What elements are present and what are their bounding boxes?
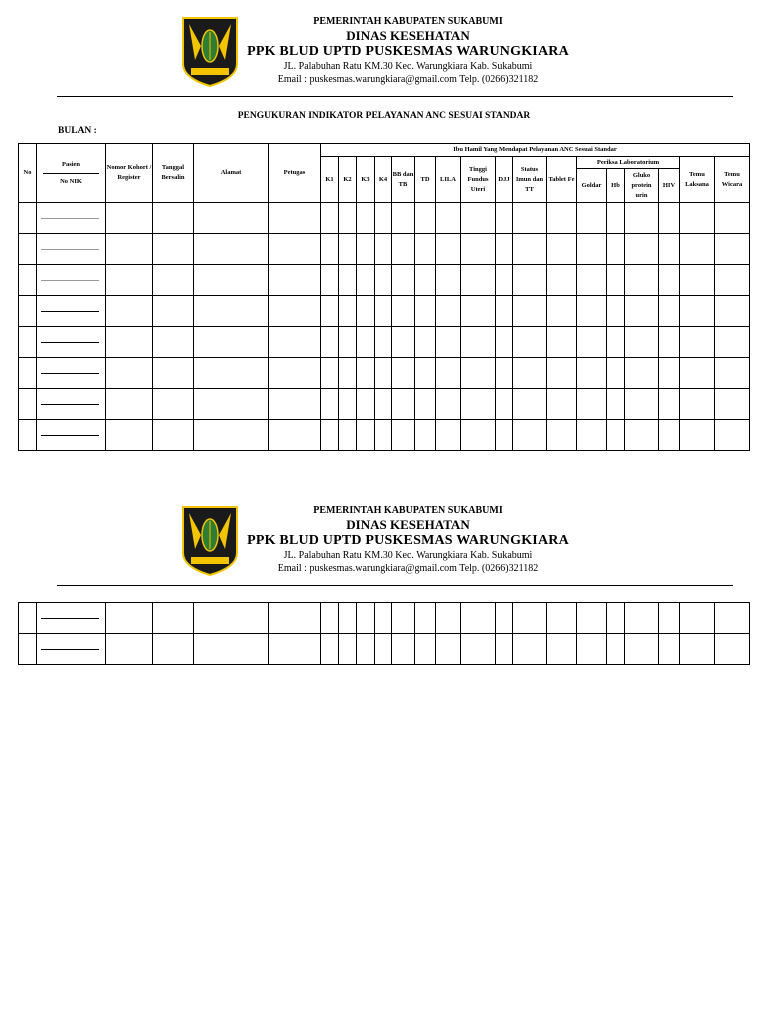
table-cell[interactable]	[321, 389, 339, 420]
table-cell[interactable]	[269, 327, 321, 358]
table-cell[interactable]	[659, 603, 680, 634]
table-cell[interactable]	[269, 358, 321, 389]
table-cell[interactable]	[106, 203, 153, 234]
table-cell[interactable]	[194, 634, 269, 665]
table-cell[interactable]	[106, 327, 153, 358]
header-tfu: Tinggi Fundus Uteri	[461, 157, 496, 203]
header-imun: Status Imun dan TT	[513, 157, 547, 203]
table-cell[interactable]	[375, 389, 392, 420]
table-cell[interactable]	[392, 327, 415, 358]
table-cell[interactable]	[269, 420, 321, 451]
table-cell[interactable]	[194, 203, 269, 234]
table-cell[interactable]	[436, 234, 461, 265]
table-cell[interactable]	[37, 203, 106, 234]
table-cell[interactable]	[153, 203, 194, 234]
table-cell[interactable]	[19, 358, 37, 389]
table-cell[interactable]	[106, 265, 153, 296]
table-cell[interactable]	[625, 327, 659, 358]
table-cell[interactable]	[19, 234, 37, 265]
table-cell[interactable]	[106, 603, 153, 634]
table-cell[interactable]	[680, 389, 715, 420]
table-cell[interactable]	[106, 420, 153, 451]
table-cell[interactable]	[37, 358, 106, 389]
table-cell[interactable]	[513, 603, 547, 634]
table-cell[interactable]	[715, 420, 750, 451]
table-cell[interactable]	[577, 234, 607, 265]
pasien-nik-divider	[41, 218, 99, 219]
table-cell[interactable]	[375, 634, 392, 665]
table-cell[interactable]	[37, 634, 106, 665]
table-cell[interactable]	[106, 296, 153, 327]
table-cell[interactable]	[680, 420, 715, 451]
table-cell[interactable]	[680, 358, 715, 389]
table-cell[interactable]	[375, 358, 392, 389]
table-cell[interactable]	[513, 420, 547, 451]
pasien-nik-divider	[41, 249, 99, 250]
table-cell[interactable]	[19, 203, 37, 234]
table-cell[interactable]	[547, 203, 577, 234]
table-cell[interactable]	[321, 203, 339, 234]
header-no: No	[19, 144, 37, 203]
table-cell[interactable]	[625, 203, 659, 234]
anc-table-page2	[18, 602, 750, 665]
table-cell[interactable]	[659, 296, 680, 327]
table-cell[interactable]	[577, 203, 607, 234]
address-line: JL. Palabuhan Ratu KM.30 Kec. Warungkiara Kab. Sukabumi	[283, 550, 533, 561]
table-cell[interactable]	[19, 296, 37, 327]
header-hiv: HIV	[659, 169, 680, 203]
table-cell[interactable]	[375, 296, 392, 327]
table-cell[interactable]	[37, 234, 106, 265]
institution-line: PPK BLUD UPTD PUSKESMAS WARUNGKIARA	[247, 44, 569, 59]
header-temu-laksana: Temu Laksana	[680, 157, 715, 203]
table-cell[interactable]	[153, 265, 194, 296]
header-gluko: Gluko protein urin	[625, 169, 659, 203]
table-cell[interactable]	[269, 265, 321, 296]
letterhead-rule	[57, 96, 733, 97]
table-cell[interactable]	[153, 603, 194, 634]
table-cell[interactable]	[607, 265, 625, 296]
table-cell[interactable]	[461, 358, 496, 389]
letterhead	[0, 16, 768, 96]
table-cell[interactable]	[194, 389, 269, 420]
table-row	[19, 203, 750, 234]
table-cell[interactable]	[321, 296, 339, 327]
letterhead-page2	[0, 505, 768, 585]
table-cell[interactable]	[436, 203, 461, 234]
table-cell[interactable]	[607, 296, 625, 327]
table-cell[interactable]	[625, 603, 659, 634]
table-cell[interactable]	[375, 327, 392, 358]
table-cell[interactable]	[357, 203, 375, 234]
table-row	[19, 296, 750, 327]
header-k2: K2	[339, 157, 357, 203]
table-body-page2	[19, 603, 750, 665]
header-k3: K3	[357, 157, 375, 203]
header-fe: Tablet Fe	[547, 157, 577, 203]
table-cell[interactable]	[375, 420, 392, 451]
bulan-label: BULAN :	[58, 126, 97, 136]
table-cell[interactable]	[153, 296, 194, 327]
letterhead-rule-page2	[57, 585, 733, 586]
table-cell[interactable]	[547, 389, 577, 420]
table-cell[interactable]	[357, 420, 375, 451]
table-cell[interactable]	[269, 203, 321, 234]
table-cell[interactable]	[37, 327, 106, 358]
table-cell[interactable]	[513, 265, 547, 296]
header-goldar: Goldar	[577, 169, 607, 203]
table-cell[interactable]	[436, 420, 461, 451]
table-cell[interactable]	[392, 634, 415, 665]
table-cell[interactable]	[461, 389, 496, 420]
table-cell[interactable]	[547, 603, 577, 634]
table-cell[interactable]	[415, 265, 436, 296]
table-cell[interactable]	[269, 389, 321, 420]
table-cell[interactable]	[496, 420, 513, 451]
table-cell[interactable]	[461, 203, 496, 234]
table-cell[interactable]	[153, 420, 194, 451]
table-cell[interactable]	[513, 296, 547, 327]
table-cell[interactable]	[547, 358, 577, 389]
table-cell[interactable]	[153, 358, 194, 389]
table-cell[interactable]	[715, 327, 750, 358]
table-cell[interactable]	[321, 234, 339, 265]
table-cell[interactable]	[715, 265, 750, 296]
table-cell[interactable]	[577, 389, 607, 420]
table-cell[interactable]	[194, 603, 269, 634]
table-cell[interactable]	[415, 358, 436, 389]
table-cell[interactable]	[513, 634, 547, 665]
table-cell[interactable]	[153, 634, 194, 665]
table-row	[19, 358, 750, 389]
table-cell[interactable]	[153, 327, 194, 358]
table-cell[interactable]	[625, 265, 659, 296]
table-cell[interactable]	[415, 389, 436, 420]
table-cell[interactable]	[577, 358, 607, 389]
table-cell[interactable]	[625, 420, 659, 451]
table-cell[interactable]	[625, 234, 659, 265]
table-cell[interactable]	[513, 389, 547, 420]
table-cell[interactable]	[715, 603, 750, 634]
table-cell[interactable]	[19, 603, 37, 634]
table-cell[interactable]	[415, 327, 436, 358]
table-cell[interactable]	[392, 420, 415, 451]
table-cell[interactable]	[577, 420, 607, 451]
table-row	[19, 265, 750, 296]
table-cell[interactable]	[375, 265, 392, 296]
table-cell[interactable]	[37, 265, 106, 296]
table-cell[interactable]	[436, 327, 461, 358]
table-cell[interactable]	[357, 234, 375, 265]
table-cell[interactable]	[715, 234, 750, 265]
header-k1: K1	[321, 157, 339, 203]
table-cell[interactable]	[625, 389, 659, 420]
table-cell[interactable]	[194, 420, 269, 451]
table-cell[interactable]	[496, 234, 513, 265]
table-cell[interactable]	[513, 358, 547, 389]
table-cell[interactable]	[659, 234, 680, 265]
pasien-nik-divider	[41, 404, 99, 405]
table-cell[interactable]	[436, 358, 461, 389]
table-cell[interactable]	[625, 634, 659, 665]
table-cell[interactable]	[415, 203, 436, 234]
institution-line: PPK BLUD UPTD PUSKESMAS WARUNGKIARA	[247, 533, 569, 548]
table-cell[interactable]	[37, 296, 106, 327]
table-cell[interactable]	[269, 296, 321, 327]
table-cell[interactable]	[357, 389, 375, 420]
pasien-nik-divider	[41, 373, 99, 374]
pasien-nik-divider	[41, 649, 99, 650]
table-cell[interactable]	[19, 327, 37, 358]
table-cell[interactable]	[496, 634, 513, 665]
table-cell[interactable]	[496, 296, 513, 327]
table-cell[interactable]	[680, 634, 715, 665]
table-cell[interactable]	[321, 358, 339, 389]
table-cell[interactable]	[607, 358, 625, 389]
table-cell[interactable]	[547, 265, 577, 296]
table-cell[interactable]	[680, 327, 715, 358]
header-k4: K4	[375, 157, 392, 203]
table-cell[interactable]	[461, 420, 496, 451]
table-cell[interactable]	[269, 603, 321, 634]
table-cell[interactable]	[357, 296, 375, 327]
table-cell[interactable]	[496, 389, 513, 420]
pasien-nik-divider	[41, 618, 99, 619]
table-cell[interactable]	[436, 265, 461, 296]
table-cell[interactable]	[37, 603, 106, 634]
table-cell[interactable]	[19, 265, 37, 296]
table-cell[interactable]	[153, 389, 194, 420]
header-lila: LILA	[436, 157, 461, 203]
table-cell[interactable]	[461, 234, 496, 265]
table-cell[interactable]	[513, 203, 547, 234]
table-cell[interactable]	[659, 203, 680, 234]
table-cell[interactable]	[659, 358, 680, 389]
table-cell[interactable]	[375, 234, 392, 265]
header-djj: DJJ	[496, 157, 513, 203]
table-body	[19, 203, 750, 451]
table-cell[interactable]	[321, 634, 339, 665]
table-cell[interactable]	[547, 634, 577, 665]
header-petugas: Petugas	[269, 144, 321, 203]
header-anc-group: Ibu Hamil Yang Mendapat Pelayanan ANC Sesuai Standar	[321, 144, 750, 157]
table-cell[interactable]	[496, 603, 513, 634]
table-cell[interactable]	[577, 296, 607, 327]
table-cell[interactable]	[357, 603, 375, 634]
dept-line: DINAS KESEHATAN	[346, 28, 470, 43]
table-cell[interactable]	[19, 634, 37, 665]
table-cell[interactable]	[37, 389, 106, 420]
table-cell[interactable]	[339, 420, 357, 451]
table-cell[interactable]	[37, 420, 106, 451]
table-cell[interactable]	[715, 389, 750, 420]
table-cell[interactable]	[339, 327, 357, 358]
table-cell[interactable]	[461, 265, 496, 296]
table-cell[interactable]	[357, 265, 375, 296]
table-cell[interactable]	[153, 234, 194, 265]
table-cell[interactable]	[607, 203, 625, 234]
table-cell[interactable]	[339, 203, 357, 234]
table-cell[interactable]	[659, 327, 680, 358]
anc-table	[18, 143, 750, 451]
table-cell[interactable]	[547, 327, 577, 358]
table-cell[interactable]	[461, 296, 496, 327]
gov-line: PEMERINTAH KABUPATEN SUKABUMI	[313, 505, 503, 516]
table-cell[interactable]	[392, 265, 415, 296]
table-cell[interactable]	[659, 634, 680, 665]
header-pasien-name: Pasien	[43, 160, 99, 174]
table-cell[interactable]	[436, 603, 461, 634]
table-cell[interactable]	[415, 234, 436, 265]
table-cell[interactable]	[339, 234, 357, 265]
table-cell[interactable]	[357, 634, 375, 665]
table-cell[interactable]	[715, 634, 750, 665]
table-cell[interactable]	[194, 296, 269, 327]
table-cell[interactable]	[436, 389, 461, 420]
table-cell[interactable]	[106, 389, 153, 420]
table-cell[interactable]	[19, 389, 37, 420]
table-cell[interactable]	[392, 234, 415, 265]
table-cell[interactable]	[715, 358, 750, 389]
table-row	[19, 389, 750, 420]
table-cell[interactable]	[339, 296, 357, 327]
header-td: TD	[415, 157, 436, 203]
header-lab-group: Periksa Laboratorium	[577, 157, 680, 169]
table-cell[interactable]	[436, 296, 461, 327]
table-cell[interactable]	[357, 358, 375, 389]
contact-line: Email : puskesmas.warungkiara@gmail.com Telp. (0266)321182	[277, 74, 539, 85]
table-cell[interactable]	[680, 234, 715, 265]
table-cell[interactable]	[625, 296, 659, 327]
table-cell[interactable]	[659, 265, 680, 296]
table-cell[interactable]	[715, 296, 750, 327]
document-title: PENGUKURAN INDIKATOR PELAYANAN ANC SESUAI STANDAR	[237, 111, 531, 121]
dept-line: DINAS KESEHATAN	[346, 517, 470, 532]
table-cell[interactable]	[415, 296, 436, 327]
pasien-nik-divider	[41, 280, 99, 281]
table-row	[19, 327, 750, 358]
header-kohort: Nomor Kohort / Register	[106, 144, 153, 203]
table-cell[interactable]	[321, 327, 339, 358]
address-line: JL. Palabuhan Ratu KM.30 Kec. Warungkiara Kab. Sukabumi	[283, 61, 533, 72]
table-cell[interactable]	[496, 265, 513, 296]
table-cell[interactable]	[547, 234, 577, 265]
table-cell[interactable]	[321, 603, 339, 634]
table-cell[interactable]	[496, 358, 513, 389]
table-cell[interactable]	[392, 389, 415, 420]
table-cell[interactable]	[375, 603, 392, 634]
table-cell[interactable]	[577, 265, 607, 296]
table-row	[19, 634, 750, 665]
table-cell[interactable]	[106, 234, 153, 265]
table-cell[interactable]	[106, 358, 153, 389]
table-cell[interactable]	[269, 234, 321, 265]
table-cell[interactable]	[607, 603, 625, 634]
sukabumi-emblem-icon	[181, 505, 239, 577]
table-cell[interactable]	[607, 234, 625, 265]
table-row	[19, 603, 750, 634]
table-cell[interactable]	[19, 420, 37, 451]
table-cell[interactable]	[339, 358, 357, 389]
header-bb-tb: BB dan TB	[392, 157, 415, 203]
table-cell[interactable]	[513, 327, 547, 358]
table-cell[interactable]	[269, 634, 321, 665]
table-cell[interactable]	[625, 358, 659, 389]
contact-line: Email : puskesmas.warungkiara@gmail.com Telp. (0266)321182	[277, 563, 539, 574]
table-cell[interactable]	[607, 634, 625, 665]
table-cell[interactable]	[436, 634, 461, 665]
table-cell[interactable]	[339, 634, 357, 665]
table-cell[interactable]	[194, 327, 269, 358]
table-cell[interactable]	[607, 327, 625, 358]
table-row	[19, 234, 750, 265]
table-cell[interactable]	[577, 634, 607, 665]
table-cell[interactable]	[547, 296, 577, 327]
table-cell[interactable]	[321, 420, 339, 451]
table-cell[interactable]	[577, 327, 607, 358]
table-cell[interactable]	[547, 420, 577, 451]
header-temu-wicara: Temu Wicara	[715, 157, 750, 203]
table-cell[interactable]	[392, 296, 415, 327]
table-cell[interactable]	[680, 265, 715, 296]
table-row	[19, 420, 750, 451]
table-cell[interactable]	[715, 203, 750, 234]
table-cell[interactable]	[607, 420, 625, 451]
table-cell[interactable]	[321, 265, 339, 296]
header-tanggal: Tanggal Bersalin	[153, 144, 194, 203]
table-cell[interactable]	[513, 234, 547, 265]
table-cell[interactable]	[194, 265, 269, 296]
pasien-nik-divider	[41, 435, 99, 436]
table-cell[interactable]	[496, 327, 513, 358]
table-cell[interactable]	[680, 603, 715, 634]
table-cell[interactable]	[680, 296, 715, 327]
gov-line: PEMERINTAH KABUPATEN SUKABUMI	[313, 16, 503, 27]
table-cell[interactable]	[415, 634, 436, 665]
table-cell[interactable]	[339, 265, 357, 296]
pasien-nik-divider	[41, 342, 99, 343]
table-cell[interactable]	[496, 203, 513, 234]
table-cell[interactable]	[461, 634, 496, 665]
sukabumi-emblem-icon	[181, 16, 239, 88]
table-cell[interactable]	[415, 603, 436, 634]
table-cell[interactable]	[392, 203, 415, 234]
table-cell[interactable]	[392, 358, 415, 389]
table-cell[interactable]	[357, 327, 375, 358]
table-cell[interactable]	[680, 203, 715, 234]
table-cell[interactable]	[106, 634, 153, 665]
header-alamat: Alamat	[194, 144, 269, 203]
table-cell[interactable]	[607, 389, 625, 420]
table-cell[interactable]	[194, 234, 269, 265]
table-cell[interactable]	[461, 603, 496, 634]
table-cell[interactable]	[339, 389, 357, 420]
header-hb: Hb	[607, 169, 625, 203]
table-cell[interactable]	[392, 603, 415, 634]
table-cell[interactable]	[461, 327, 496, 358]
table-cell[interactable]	[659, 389, 680, 420]
header-pasien	[37, 144, 106, 203]
table-cell[interactable]	[415, 420, 436, 451]
table-cell[interactable]	[659, 420, 680, 451]
table-cell[interactable]	[339, 603, 357, 634]
table-cell[interactable]	[375, 203, 392, 234]
table-cell[interactable]	[577, 603, 607, 634]
pasien-nik-divider	[41, 311, 99, 312]
header-nik: No NIK	[60, 177, 82, 185]
table-cell[interactable]	[194, 358, 269, 389]
